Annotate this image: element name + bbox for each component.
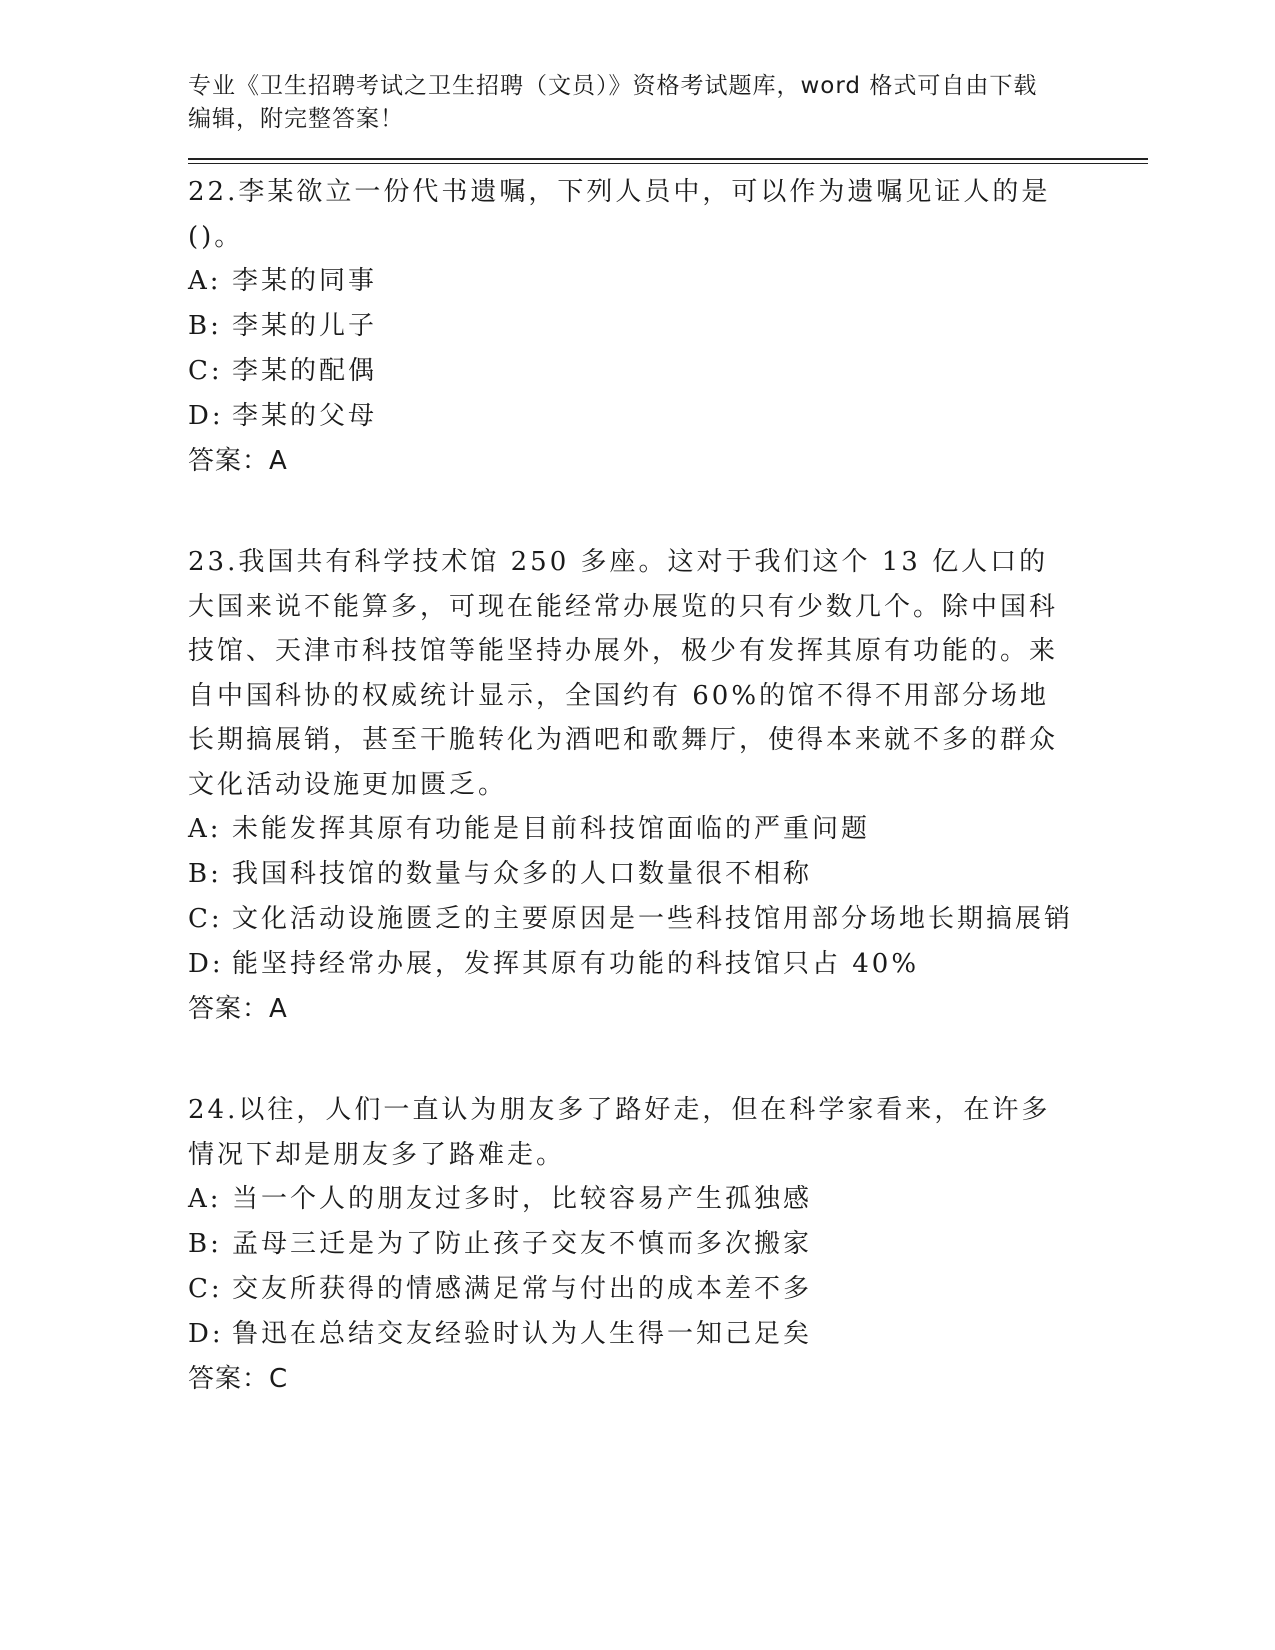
option-text: 我国科技馆的数量与众多的人口数量很不相称	[232, 859, 813, 889]
question-24	[188, 1088, 1148, 1402]
option-d	[188, 394, 1148, 439]
option-text: 交友所获得的情感满足常与付出的成本差不多	[232, 1274, 813, 1304]
option-key: C:	[188, 1274, 223, 1304]
option-key: C:	[188, 904, 223, 934]
option-key: A:	[188, 814, 222, 844]
option-key: A:	[188, 1184, 222, 1214]
option-c	[188, 349, 1148, 394]
option-text: 能坚持经常办展，发挥其原有功能的科技馆只占 40%	[232, 949, 920, 979]
question-text: 24.以往，人们一直认为朋友多了路好走，但在科学家看来，在许多情况下却是朋友多了路难走。	[188, 1095, 1051, 1170]
option-key: D:	[188, 1319, 224, 1349]
question-text: 22.李某欲立一份代书遗嘱，下列人员中，可以作为遗嘱见证人的是()。	[188, 177, 1051, 252]
option-a	[188, 1177, 1148, 1222]
answer-line: 答案：C	[188, 1364, 289, 1394]
option-d	[188, 942, 1148, 987]
option-text: 孟母三迁是为了防止孩子交友不慎而多次搬家	[232, 1229, 813, 1259]
option-key: D:	[188, 401, 224, 431]
header-divider	[188, 158, 1148, 164]
option-text: 李某的同事	[232, 266, 378, 296]
option-text: 鲁迅在总结交友经验时认为人生得一知己足矣	[232, 1319, 813, 1349]
option-key: B:	[188, 311, 222, 341]
option-a	[188, 807, 1148, 852]
option-text: 文化活动设施匮乏的主要原因是一些科技馆用部分场地长期搞展销	[232, 904, 1074, 934]
option-c	[188, 897, 1148, 942]
option-text: 李某的儿子	[232, 311, 378, 341]
option-key: B:	[188, 859, 222, 889]
option-key: C:	[188, 356, 223, 386]
document-page	[188, 70, 1148, 1402]
option-text: 李某的父母	[232, 401, 378, 431]
option-key: B:	[188, 1229, 222, 1259]
option-b	[188, 852, 1148, 897]
option-c	[188, 1267, 1148, 1312]
question-22	[188, 170, 1148, 484]
option-a	[188, 259, 1148, 304]
answer-line: 答案：A	[188, 446, 288, 476]
option-text: 未能发挥其原有功能是目前科技馆面临的严重问题	[232, 814, 871, 844]
header-line-1: 专业《卫生招聘考试之卫生招聘（文员）》资格考试题库，word 格式可自由下载	[188, 73, 1038, 99]
option-key: D:	[188, 949, 224, 979]
option-key: A:	[188, 266, 222, 296]
option-text: 当一个人的朋友过多时，比较容易产生孤独感	[232, 1184, 813, 1214]
question-23	[188, 540, 1148, 1032]
option-text: 李某的配偶	[232, 356, 378, 386]
header-line-2: 编辑，附完整答案！	[188, 106, 404, 132]
option-b	[188, 304, 1148, 349]
option-d	[188, 1312, 1148, 1357]
question-text: 23.我国共有科学技术馆 250 多座。这对于我们这个 13 亿人口的大国来说不能算多，可现在能经常办展览的只有少数几个。除中国科技馆、天津市科技馆等能坚持办展外，极少有发挥其原有功能的。来自中国科协的权威统计显示，全国约有 60%的馆不得不用部分场地长期搞展销，甚至干脆转化为酒吧和歌舞厅，使得本来就不多的群众文化活动设施更加匮乏。	[188, 547, 1059, 800]
option-b	[188, 1222, 1148, 1267]
document-header	[188, 70, 1088, 136]
answer-line: 答案：A	[188, 994, 288, 1024]
